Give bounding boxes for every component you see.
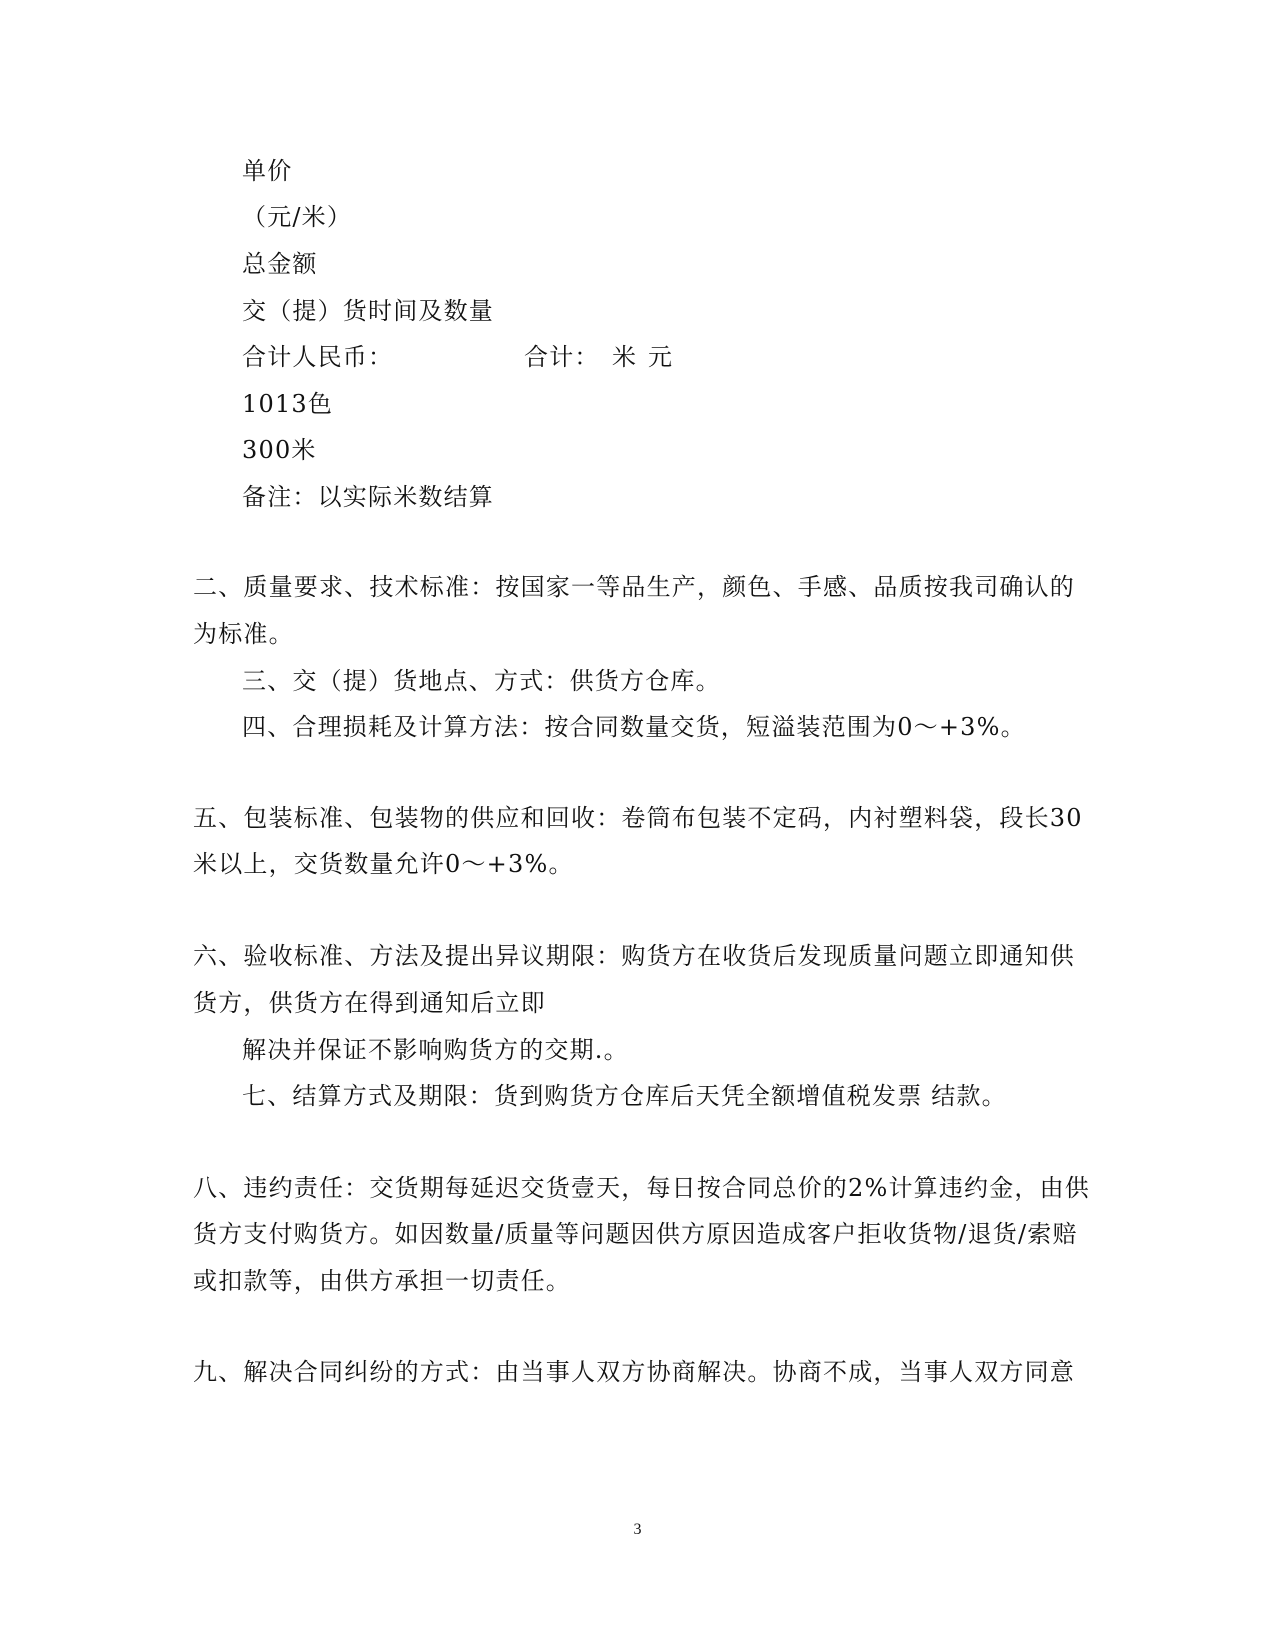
clause-7: 七、结算方式及期限：货到购货方仓库后天凭全额增值税发票 结款。 xyxy=(242,1082,1007,1110)
clause-9-line-1: 九、解决合同纠纷的方式：由当事人双方协商解决。协商不成，当事人双方同意 xyxy=(193,1358,1075,1386)
clause-2-line-1: 二、质量要求、技术标准：按国家一等品生产，颜色、手感、品质按我司确认的 xyxy=(193,573,1075,601)
clause-3: 三、交（提）货地点、方式：供货方仓库。 xyxy=(242,667,721,695)
unit-price-header: 单价 xyxy=(242,157,293,185)
clause-6-line-2: 货方，供货方在得到通知后立即 xyxy=(193,989,546,1017)
total-label: 合计： xyxy=(524,343,600,371)
unit-price-unit: （元/米） xyxy=(242,203,353,231)
clause-5-line-1: 五、包装标准、包装物的供应和回收：卷筒布包装不定码，内衬塑料袋，段长30 xyxy=(193,804,1083,832)
clause-8-line-3: 或扣款等，由供方承担一切责任。 xyxy=(193,1267,571,1295)
total-amount-header: 总金额 xyxy=(242,250,318,278)
clause-2-line-2: 为标准。 xyxy=(193,620,294,648)
clause-8-line-2: 货方支付购货方。如因数量/质量等问题因供方原因造成客户拒收货物/退货/索赔 xyxy=(193,1220,1078,1248)
total-unit-meter: 米 xyxy=(612,343,638,371)
total-unit-yuan: 元 xyxy=(648,343,674,371)
page-number: 3 xyxy=(633,1521,642,1538)
total-row xyxy=(242,343,722,371)
clause-8-line-1: 八、违约责任：交货期每延迟交货壹天，每日按合同总价的2%计算违约金，由供 xyxy=(193,1174,1090,1202)
clause-6-line-3: 解决并保证不影响购货方的交期.。 xyxy=(242,1036,629,1064)
clause-5-line-2: 米以上，交货数量允许0～+3%。 xyxy=(193,850,574,878)
clause-6-line-1: 六、验收标准、方法及提出异议期限：购货方在收货后发现质量问题立即通知供 xyxy=(193,942,1075,970)
color-code: 1013色 xyxy=(242,390,334,418)
clause-4: 四、合理损耗及计算方法：按合同数量交货，短溢装范围为0～+3%。 xyxy=(242,713,1026,741)
remark: 备注：以实际米数结算 xyxy=(242,483,494,511)
total-rmb-label: 合计人民币： xyxy=(242,343,394,371)
delivery-time-quantity-header: 交（提）货时间及数量 xyxy=(242,297,494,325)
quantity: 300米 xyxy=(242,436,317,464)
